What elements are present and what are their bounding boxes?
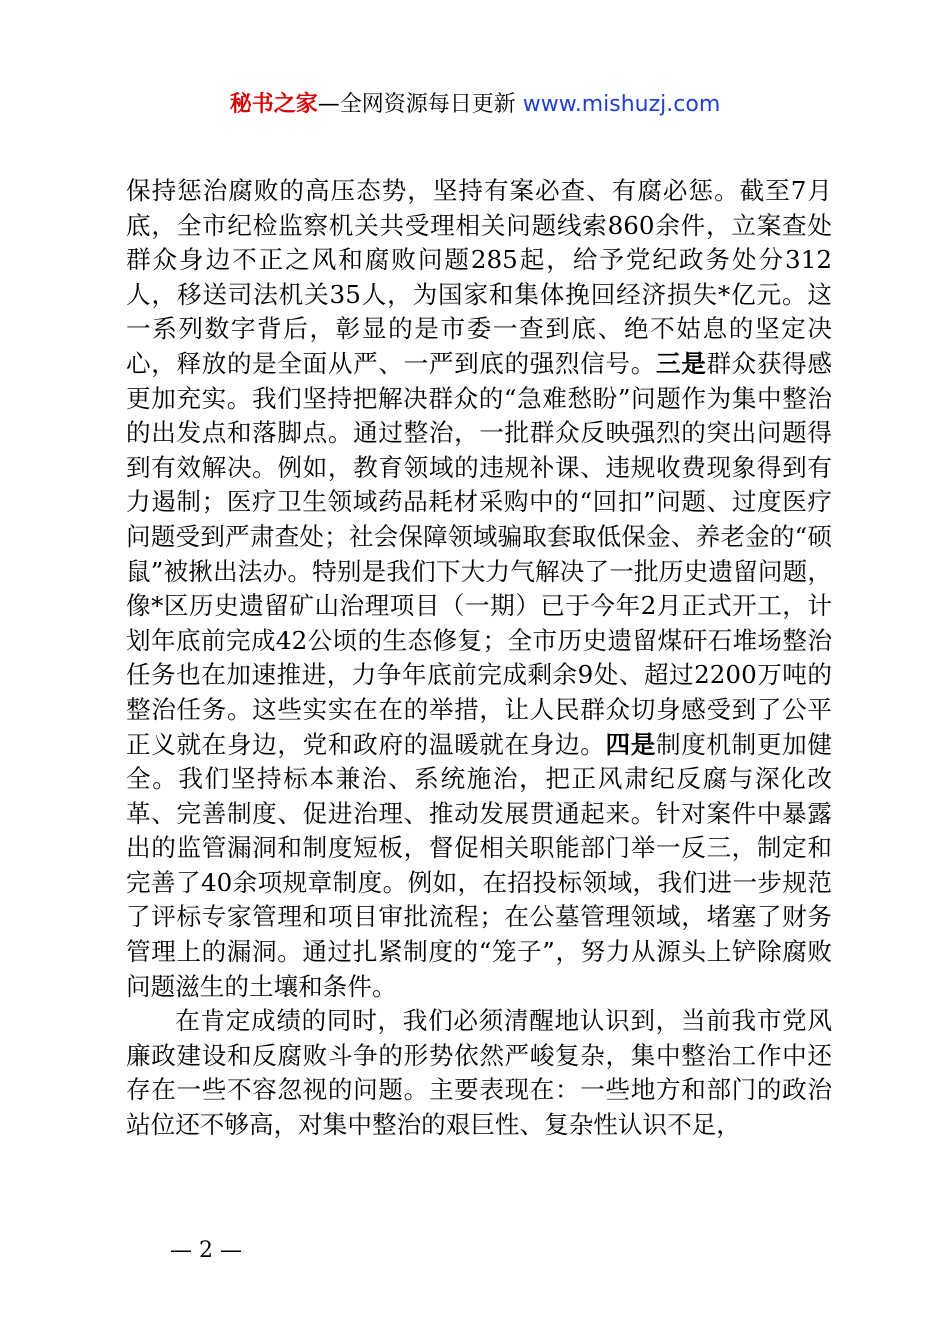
paragraph-1-text-b: 群众获得感更加充实。我们坚持把解决群众的“急难愁盼”问题作为集中整治的出发点和落脚点。通过整治，一批群众反映强烈的突出问题得到有效解决。例如，教育领域的违规补课、违规收费现象得到有力遏制；医疗卫生领域药品耗材采购中的“回扣”问题、过度医疗问题受到严肃查处；社会保障领域骗取套取低保金、养老金的“硕鼠”被揪出法办。特别是我们下大力气解决了一批历史遗留问题，像*区历史遗留矿山治理项目（一期）已于今年2月正式开工，计划年底前完成42公顷的生态修复；全市历史遗留煤矸石堆场整治任务也在加速推进，力争年底前完成剩余9处、超过2200万吨的整治任务。这些实实在在的举措，让人民群众切身感受到了公平正义就在身边，党和政府的温暖就在身边。 (126, 348, 832, 759)
page-number: — 2 — (170, 1238, 242, 1263)
site-header (0, 88, 950, 122)
point-four-marker: 四是 (605, 729, 656, 759)
paragraph-1 (126, 174, 832, 1004)
site-tagline: —全网资源每日更新 (317, 92, 523, 117)
paragraph-2: 在肯定成绩的同时，我们必须清醒地认识到，当前我市党风廉政建设和反腐败斗争的形势依然严峻复杂，集中整治工作中还存在一些不容忽视的问题。主要表现在：一些地方和部门的政治站位还不够高，对集中整治的艰巨性、复杂性认识不足， (126, 1006, 832, 1140)
paragraph-1-text-c: 制度机制更加健全。我们坚持标本兼治、系统施治，把正风肃纪反腐与深化改革、完善制度、促进治理、推动发展贯通起来。针对案件中暴露出的监管漏洞和制度短板，督促相关职能部门举一反三，制定和完善了40余项规章制度。例如，在招投标领域，我们进一步规范了评标专家管理和项目审批流程；在公墓管理领域，堵塞了财务管理上的漏洞。通过扎紧制度的“笼子”，努力从源头上铲除腐败问题滋生的土壤和条件。 (126, 729, 832, 1001)
site-brand: 秘书之家 (229, 92, 318, 117)
paragraph-1-text-a: 保持惩治腐败的高压态势，坚持有案必查、有腐必惩。截至7月底，全市纪检监察机关共受理相关问题线索860余件，立案查处群众身边不正之风和腐败问题285起，给予党纪政务处分312人，移送司法机关35人，为国家和集体挽回经济损失*亿元。这一系列数字背后，彰显的是市委一查到底、绝不姑息的坚定决心，释放的是全面从严、一严到底的强烈信号。 (126, 176, 832, 378)
site-url: www.mishuzj.com (522, 92, 721, 117)
point-three-marker: 三是 (655, 348, 707, 378)
body-text (126, 174, 832, 1143)
